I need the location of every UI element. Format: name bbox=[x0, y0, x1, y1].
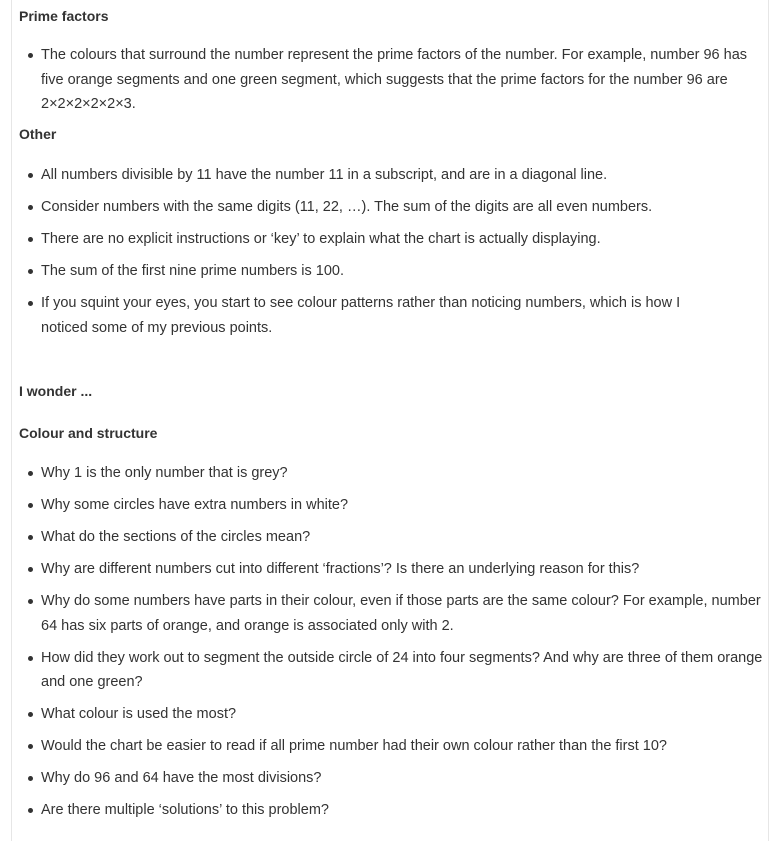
list-item: Are there multiple ‘solutions’ to this problem? bbox=[19, 798, 764, 823]
list-item: The sum of the first nine prime numbers is 100. bbox=[19, 259, 764, 284]
list-item: Why some circles have extra numbers in white? bbox=[19, 493, 764, 518]
list-item: The colours that surround the number represent the prime factors of the number. For example, number 96 has five orange segments and one green segment, which suggests that the prime factors for the number 96 are 2×2×2×2×2×3. bbox=[19, 43, 763, 117]
list-item: What colour is used the most? bbox=[19, 702, 764, 727]
list-item: What do the sections of the circles mean? bbox=[19, 525, 764, 550]
list-item: Consider numbers with the same digits (11, 22, …). The sum of the digits are all even numbers. bbox=[19, 195, 764, 220]
list-item: Why 1 is the only number that is grey? bbox=[19, 461, 764, 486]
list-item: There are no explicit instructions or ‘key’ to explain what the chart is actually displaying. bbox=[19, 227, 764, 252]
list-item: If you squint your eyes, you start to see colour patterns rather than noticing numbers, which is how I noticed some of my previous points. bbox=[19, 291, 696, 340]
colour-structure-list bbox=[19, 461, 764, 823]
list-item: Would the chart be easier to read if all prime number had their own colour rather than the first 10? bbox=[19, 734, 764, 759]
other-list bbox=[19, 163, 764, 340]
heading-prime-factors: Prime factors bbox=[19, 8, 109, 24]
heading-i-wonder: I wonder ... bbox=[19, 383, 93, 399]
heading-colour-and-structure: Colour and structure bbox=[19, 425, 158, 441]
list-item: How did they work out to segment the outside circle of 24 into four segments? And why are three of them orange and one green? bbox=[19, 646, 781, 695]
article-body bbox=[19, 0, 764, 830]
list-item: All numbers divisible by 11 have the number 11 in a subscript, and are in a diagonal line. bbox=[19, 163, 764, 188]
list-item: Why do 96 and 64 have the most divisions? bbox=[19, 766, 764, 791]
heading-other: Other bbox=[19, 126, 57, 142]
list-item: Why are different numbers cut into different ‘fractions’? Is there an underlying reason for this? bbox=[19, 557, 764, 582]
prime-factors-list bbox=[19, 43, 764, 117]
list-item: Why do some numbers have parts in their colour, even if those parts are the same colour? For example, number 64 has six parts of orange, and orange is associated only with 2. bbox=[19, 589, 771, 638]
